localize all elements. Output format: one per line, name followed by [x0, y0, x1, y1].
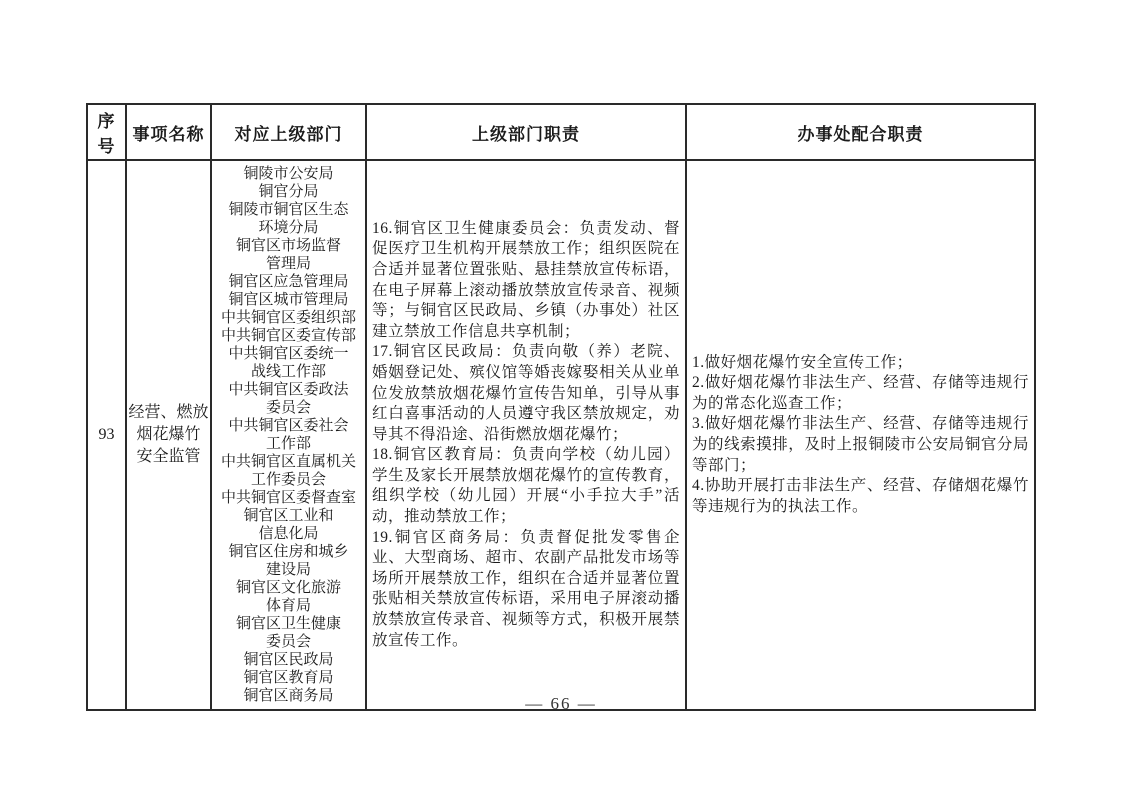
department-line: 铜官区卫生健康 — [235, 616, 341, 632]
department-line: 铜官区商务局 — [243, 688, 334, 704]
superior-duty-paragraph: 16.铜官区卫生健康委员会：负责发动、督促医疗卫生机构开展禁放工作；组织医院在合适并显著位置张贴、悬挂禁放宣传标语，在电子屏幕上滚动播放禁放宣传录音、视频等；与铜官区民政局、乡镇（办事处）社区建立禁放工作信息共享机制； — [372, 219, 680, 340]
duties-table — [86, 103, 1036, 711]
department-line: 铜官区民政局 — [243, 652, 334, 668]
superior-duty-paragraph: 18.铜官区教育局：负责向学校（幼儿园）学生及家长开展禁放烟花爆竹的宣传教育，组织学校（幼儿园）开展“小手拉大手”活动，推动禁放工作； — [372, 446, 680, 526]
serial-number-cell: 93 — [87, 160, 126, 710]
item-name-line: 安全监管 — [136, 448, 201, 465]
office-duty-paragraph: 1.做好烟花爆竹安全宣传工作； — [692, 353, 913, 371]
department-line: 铜官区城市管理局 — [228, 292, 349, 308]
department-line: 铜官分局 — [258, 184, 319, 200]
superior-duty-paragraph: 19.铜官区商务局：负责督促批发零售企业、大型商场、超市、农副产品批发市场等场所开展禁放工作，组织在合适并显著位置张贴相关禁放宣传标语，采用电子屏滚动播放禁放宣传录音、视频等方式，积极开展禁放宣传工作。 — [372, 528, 680, 649]
department-line: 铜官区工业和 — [243, 508, 334, 524]
department-line: 铜官区应急管理局 — [228, 274, 349, 290]
table-header-cell: 序号 — [87, 104, 126, 160]
department-line: 铜官区住房和城乡 — [228, 544, 349, 560]
office-duties-cell — [686, 160, 1035, 710]
office-duty-paragraph: 3.做好烟花爆竹非法生产、经营、存储等违规行为的线索摸排，及时上报铜陵市公安局铜官分局等部门； — [692, 415, 1029, 474]
superior-duties-cell — [366, 160, 686, 710]
table-header-cell: 办事处配合职责 — [686, 104, 1035, 160]
department-line: 中共铜官区委统一 — [228, 346, 349, 362]
department-line: 铜陵市铜官区生态 — [228, 202, 349, 218]
department-line: 铜官区教育局 — [243, 670, 334, 686]
superior-departments-cell — [211, 160, 366, 710]
office-duty-paragraph: 2.做好烟花爆竹非法生产、经营、存储等违规行为的常态化巡查工作； — [692, 374, 1029, 412]
department-line: 信息化局 — [258, 526, 319, 542]
department-line: 环境分局 — [258, 220, 319, 236]
item-name-cell — [126, 160, 211, 710]
department-line: 中共铜官区直属机关 — [220, 454, 356, 470]
department-line: 战线工作部 — [250, 364, 326, 380]
department-line: 中共铜官区委督查室 — [220, 490, 356, 506]
item-name-line: 烟花爆竹 — [136, 426, 201, 443]
item-name-line: 经营、燃放 — [128, 404, 209, 421]
table-header-cell: 事项名称 — [126, 104, 211, 160]
superior-duty-paragraph: 17.铜官区民政局：负责向敬（养）老院、婚姻登记处、殡仪馆等婚丧嫁娶相关从业单位发放禁放烟花爆竹宣传告知单，引导从事红白喜事活动的人员遵守我区禁放规定，劝导其不得沿途、沿街燃放烟花爆竹； — [372, 343, 680, 443]
department-line: 工作部 — [265, 436, 311, 452]
department-line: 委员会 — [265, 400, 311, 416]
department-line: 工作委员会 — [250, 472, 326, 488]
table-header-cell: 上级部门职责 — [366, 104, 686, 160]
table-header-cell: 对应上级部门 — [211, 104, 366, 160]
department-line: 体育局 — [265, 598, 311, 614]
department-line: 铜官区市场监督 — [235, 238, 341, 254]
department-line: 铜陵市公安局 — [243, 166, 334, 182]
table-header-row — [87, 104, 1035, 160]
department-line: 建设局 — [265, 562, 311, 578]
department-line: 中共铜官区委组织部 — [220, 310, 356, 326]
department-line: 中共铜官区委政法 — [228, 382, 349, 398]
department-line: 铜官区文化旅游 — [235, 580, 341, 596]
office-duty-paragraph: 4.协助开展打击非法生产、经营、存储烟花爆竹等违规行为的执法工作。 — [692, 477, 1029, 515]
table-row — [87, 160, 1035, 710]
department-line: 中共铜官区委社会 — [228, 418, 349, 434]
department-line: 管理局 — [265, 256, 311, 272]
department-line: 中共铜官区委宣传部 — [220, 328, 356, 344]
department-line: 委员会 — [265, 634, 311, 650]
page-number: — 66 — — [525, 694, 597, 713]
